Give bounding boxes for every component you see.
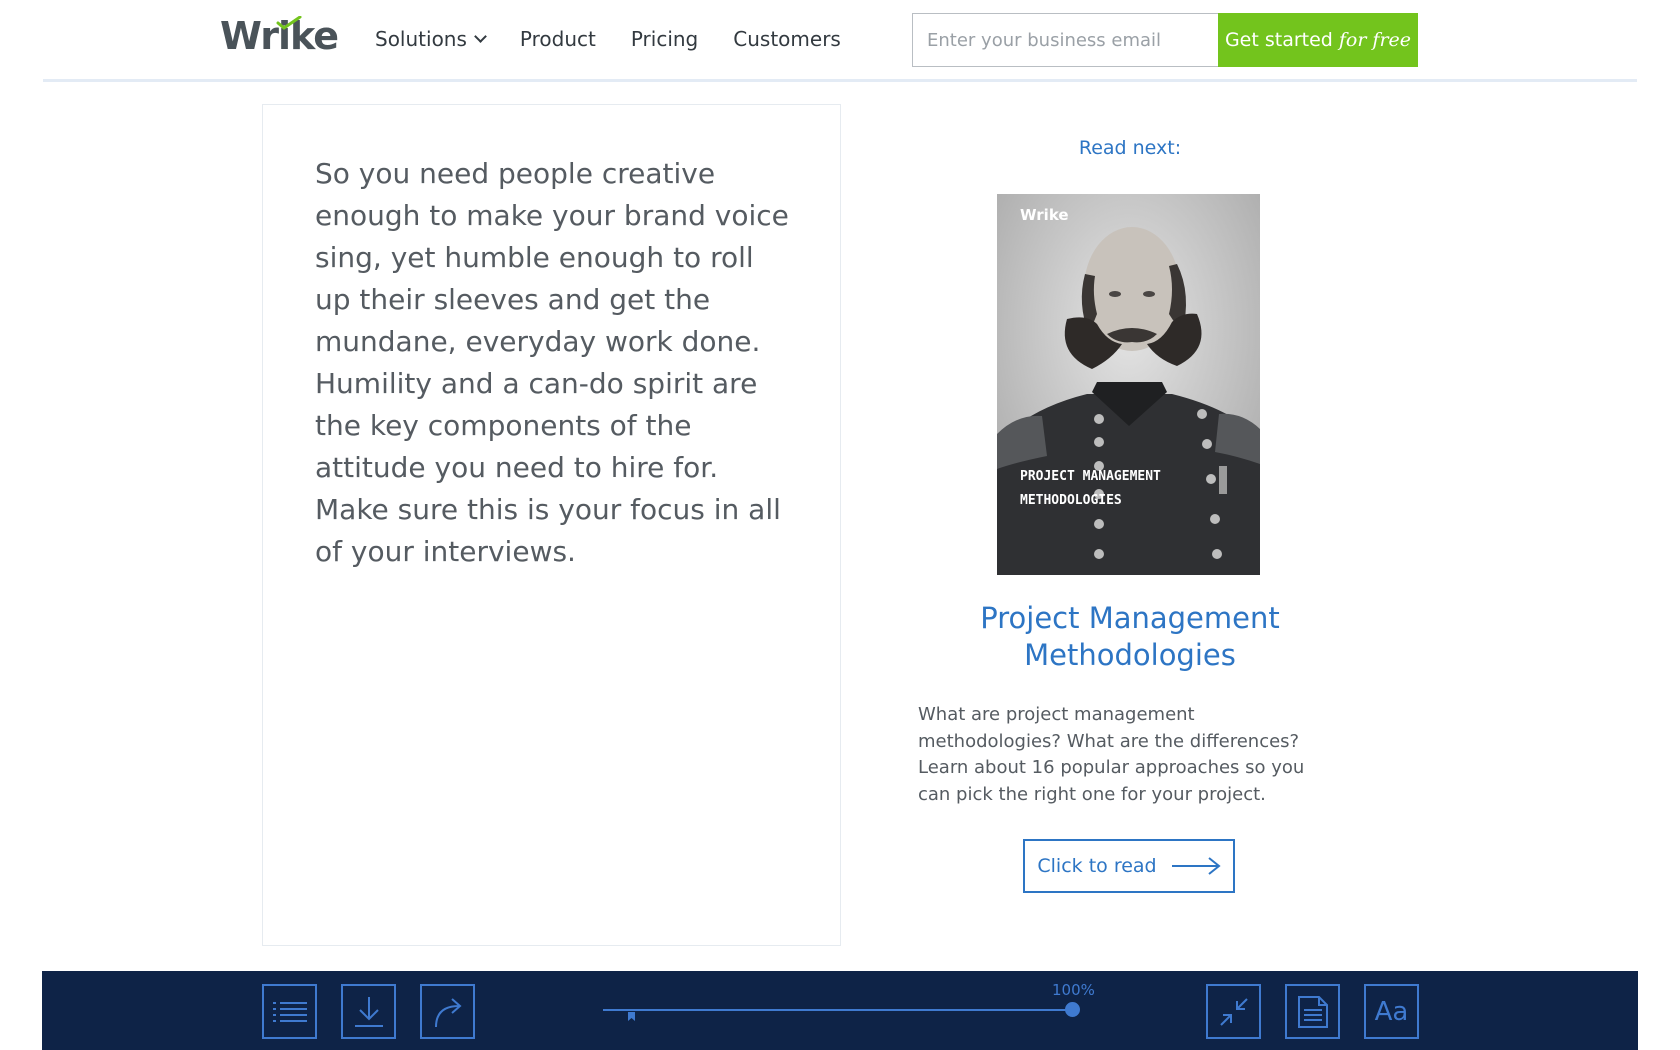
nav-customers[interactable] [733,22,841,56]
font-size-button[interactable] [1364,984,1419,1039]
read-next-label: Read next: [1078,137,1182,159]
progress-slider-thumb[interactable] [1065,1002,1080,1017]
cover-title [1020,465,1161,513]
arrow-right-icon [1171,856,1221,876]
bookmark-icon[interactable] [628,1012,635,1021]
email-field[interactable] [913,14,1218,66]
nav-customers-label: Customers [733,27,841,51]
logo-text: Wrike [220,14,339,58]
quote-card [262,104,841,946]
email-field-wrapper [912,13,1218,67]
cover-title-line2: METHODOLOGIES [1020,493,1122,508]
cta-label: Get started [1224,29,1333,51]
nav-solutions-label: Solutions [375,27,467,51]
nav-pricing-label: Pricing [630,27,699,51]
nav-pricing[interactable] [631,22,698,56]
cta-emphasis: for free [1338,29,1412,51]
cover-logo: Wrike [1020,206,1069,224]
nav-product-label: Product [519,27,596,51]
share-button[interactable] [420,984,475,1039]
portrait-illustration [997,194,1260,575]
download-button[interactable] [341,984,396,1039]
list-icon [273,1000,307,1024]
collapse-icon [1219,997,1249,1027]
article-quote: So you need people creative enough to make your brand voice sing, yet humble enough to roll up their sleeves and get the mundane, everyday work done. Humility and a can-do spirit are the key components of the attitude you need to hire for. Make sure this is your focus in all of your interviews. [315,157,789,568]
get-started-button[interactable] [1218,13,1418,67]
click-to-read-label: Click to read [1037,855,1157,877]
nav-solutions[interactable] [375,22,485,56]
read-next-description: What are project management methodologies? What are the differences? Learn about 16 popular approaches so you can pick the right one for your project. [918,704,1305,805]
download-icon [354,996,384,1028]
font-size-icon: Aa [1374,996,1409,1027]
progress-label: 100% [1052,981,1095,999]
toc-button[interactable] [262,984,317,1039]
wrike-logo[interactable] [220,14,338,58]
main-nav [375,22,876,56]
page-view-button[interactable] [1285,984,1340,1039]
read-next-title[interactable]: Project Management Methodologies [980,601,1280,672]
ebook-cover[interactable] [997,194,1260,575]
cover-title-line1: PROJECT MANAGEMENT [1020,469,1161,484]
chevron-down-icon [474,30,487,43]
nav-product[interactable] [520,22,596,56]
document-icon [1297,995,1329,1029]
progress-track[interactable] [603,1009,1073,1011]
click-to-read-button[interactable] [1023,839,1235,893]
logo-check-icon [276,16,302,30]
collapse-button[interactable] [1206,984,1261,1039]
share-icon [433,996,463,1028]
reader-toolbar [42,971,1638,1050]
